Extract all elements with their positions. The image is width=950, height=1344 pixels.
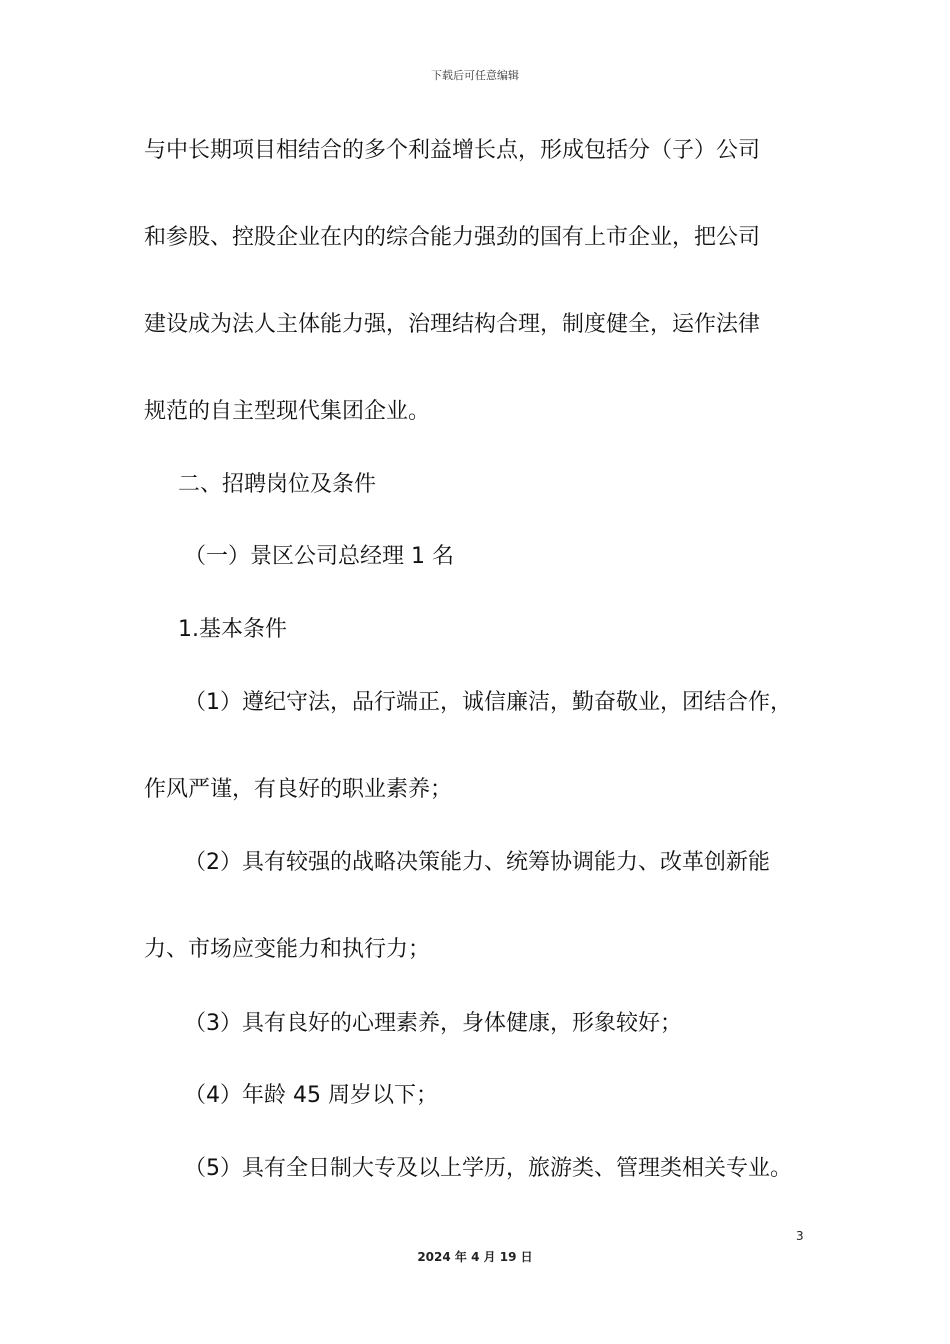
paragraph-line: 规范的自主型现代集团企业。 bbox=[144, 399, 431, 424]
subsection-heading: （一）景区公司总经理 1 名 bbox=[184, 544, 454, 569]
paragraph-line: 与中长期项目相结合的多个利益增长点，形成包括分（子）公司 bbox=[144, 138, 761, 163]
list-item-line: （3）具有良好的心理素养，身体健康，形象较好； bbox=[184, 1011, 682, 1036]
footer-date: 2024 年 4 月 19 日 bbox=[417, 1250, 533, 1264]
item-heading: 1.基本条件 bbox=[178, 617, 287, 642]
paragraph-line: 建设成为法人主体能力强，治理结构合理，制度健全，运作法律 bbox=[144, 312, 761, 337]
list-item-line: （5）具有全日制大专及以上学历，旅游类、管理类相关专业。 bbox=[184, 1156, 792, 1181]
list-item-line: 作风严谨，有良好的职业素养； bbox=[144, 777, 453, 802]
paragraph-line: 和参股、控股企业在内的综合能力强劲的国有上市企业，把公司 bbox=[144, 225, 761, 250]
list-item-line: （1）遵纪守法，品行端正，诚信廉洁，勤奋敬业，团结合作， bbox=[184, 690, 792, 715]
section-heading: 二、招聘岗位及条件 bbox=[178, 472, 377, 497]
list-item-line: （4）年龄 45 周岁以下； bbox=[184, 1083, 438, 1108]
page-number: 3 bbox=[796, 1229, 804, 1243]
list-item-line: （2）具有较强的战略决策能力、统筹协调能力、改革创新能 bbox=[184, 850, 770, 875]
list-item-line: 力、市场应变能力和执行力； bbox=[144, 937, 431, 962]
header-note: 下载后可任意编辑 bbox=[431, 69, 519, 82]
